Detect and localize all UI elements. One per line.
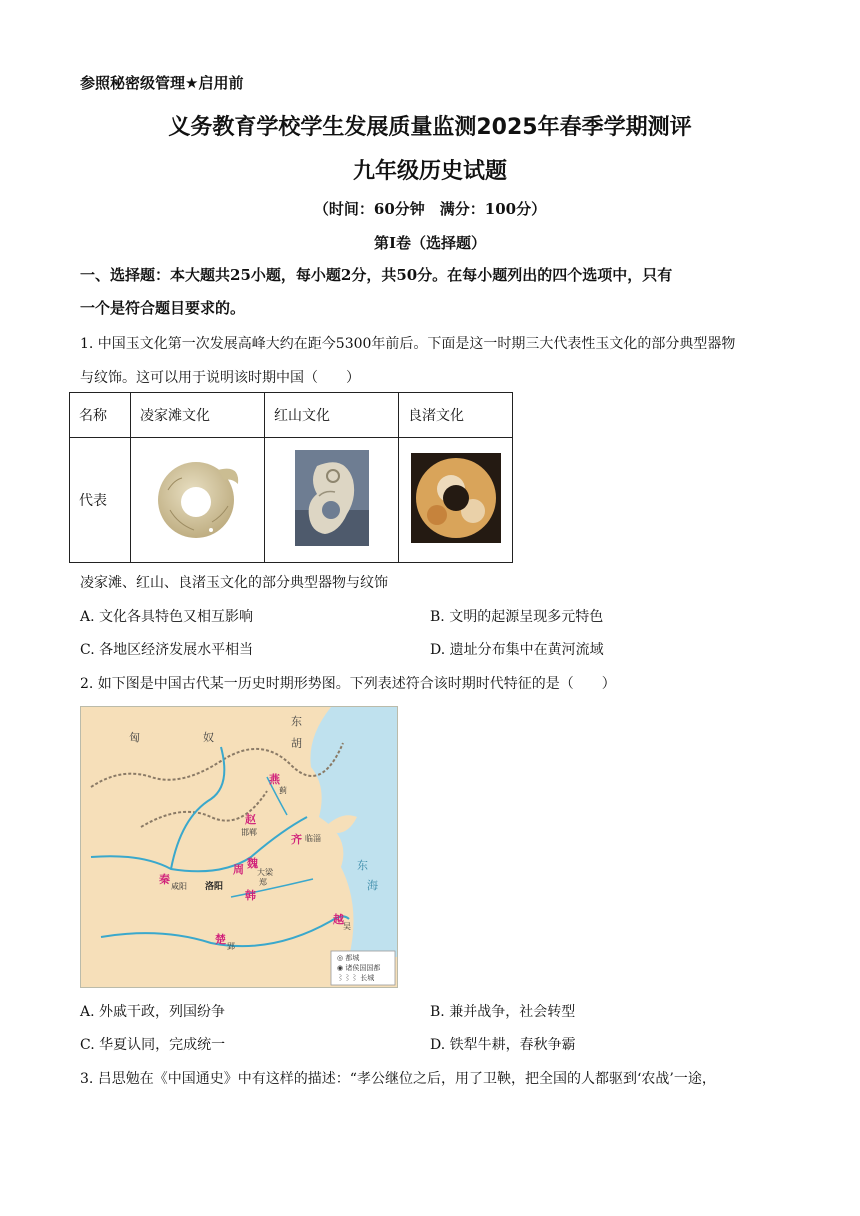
map-city-luoyang: 洛阳 (205, 882, 224, 892)
q2-option-d[interactable]: D. 铁犁牛耕，春秋争霸 (430, 1037, 576, 1053)
q2-option-b[interactable]: B. 兼并战争，社会转型 (430, 1004, 576, 1020)
map-city-xianyang: 咸阳 (171, 882, 187, 891)
table-row-header: 代表 (70, 438, 131, 563)
map-state-wei: 魏 (247, 857, 258, 870)
legend-great-wall: ⌇⌇⌇ 长城 (337, 974, 375, 982)
map-state-zhao: 赵 (245, 813, 256, 826)
map-state-yue: 越 (333, 913, 344, 926)
map-state-chu: 楚 (215, 933, 226, 946)
exam-title: 义务教育学校学生发展质量监测2025年春季学期测评 (168, 115, 692, 140)
map-city-ying: 郢 (227, 942, 235, 951)
section-instructions-line1: 一、选择题：本大题共25小题，每小题2分，共50分。在每小题列出的四个选项中，只有 (80, 266, 673, 284)
q3-stem: 3. 吕思勉在《中国通史》中有这样的描述：“孝公继位之后，用了卫鞅，把全国的人都驱到‘农战’一途， (80, 1071, 716, 1087)
map-city-ji: 蓟 (279, 786, 287, 795)
q1-option-d[interactable]: D. 遗址分布集中在黄河流域 (430, 642, 604, 658)
legend-state-capital: ◉ 诸侯国国都 (337, 964, 381, 972)
map-state-han: 韩 (245, 889, 256, 902)
liangzhu-jade-image (399, 438, 513, 563)
map-label-hu: 胡 (291, 737, 302, 750)
map-state-qi: 齐 (291, 833, 302, 846)
exam-subtitle: 九年级历史试题 (352, 159, 507, 184)
map-label-east-sea-2: 海 (367, 879, 378, 892)
map-label-east: 东 (291, 715, 302, 728)
exam-info: （时间：60分钟 满分：100分） (313, 200, 547, 218)
table-header-liangzhu: 良渚文化 (399, 393, 513, 438)
map-state-yan: 燕 (269, 773, 280, 786)
q2-option-a[interactable]: A. 外戚干政，列国纷争 (80, 1004, 226, 1020)
map-state-qin: 秦 (159, 873, 170, 886)
hongshan-jade-image (265, 438, 399, 563)
q1-stem-line1: 1. 中国玉文化第一次发展高峰大约在距今5300年前后。下面是这一时期三大代表性玉文化的部分典型器物 (80, 336, 736, 352)
volume-heading: 第Ⅰ卷（选择题） (373, 234, 487, 252)
lingjiatan-jade-image (131, 438, 265, 563)
jade-culture-table (69, 392, 513, 563)
warring-states-map (80, 706, 398, 988)
map-label-nu: 奴 (203, 731, 214, 744)
secret-mark: 参照秘密级管理★启用前 (80, 74, 244, 92)
map-label-xiong: 匈 (129, 731, 140, 744)
map-city-zheng: 郑 (259, 878, 267, 887)
table-header-lingjiatan: 凌家滩文化 (131, 393, 265, 438)
map-label-east-sea-1: 东 (357, 859, 368, 872)
q1-option-b[interactable]: B. 文明的起源呈现多元特色 (430, 609, 604, 625)
q1-option-c[interactable]: C. 各地区经济发展水平相当 (80, 642, 254, 658)
q2-option-c[interactable]: C. 华夏认同，完成统一 (80, 1037, 226, 1053)
section-instructions-line2: 一个是符合题目要求的。 (80, 299, 246, 317)
map-legend (337, 953, 380, 983)
q1-option-a[interactable]: A. 文化各具特色又相互影响 (80, 609, 254, 625)
legend-capital: ◎ 都城 (337, 954, 360, 962)
q2-stem: 2. 如下图是中国古代某一历史时期形势图。下列表述符合该时期时代特征的是（ ） (80, 676, 616, 692)
map-city-linzi: 临淄 (305, 834, 321, 843)
table-header-hongshan: 红山文化 (265, 393, 399, 438)
map-state-zhou: 周 (233, 863, 244, 876)
map-city-wu: 吴 (343, 922, 351, 931)
map-city-handan: 邯郸 (241, 828, 257, 837)
q1-stem-line2: 与纹饰。这可以用于说明该时期中国（ ） (80, 370, 360, 386)
q1-caption: 凌家滩、红山、良渚玉文化的部分典型器物与纹饰 (80, 575, 388, 591)
map-city-daliang: 大梁 (257, 868, 273, 877)
table-header-name: 名称 (70, 393, 131, 438)
